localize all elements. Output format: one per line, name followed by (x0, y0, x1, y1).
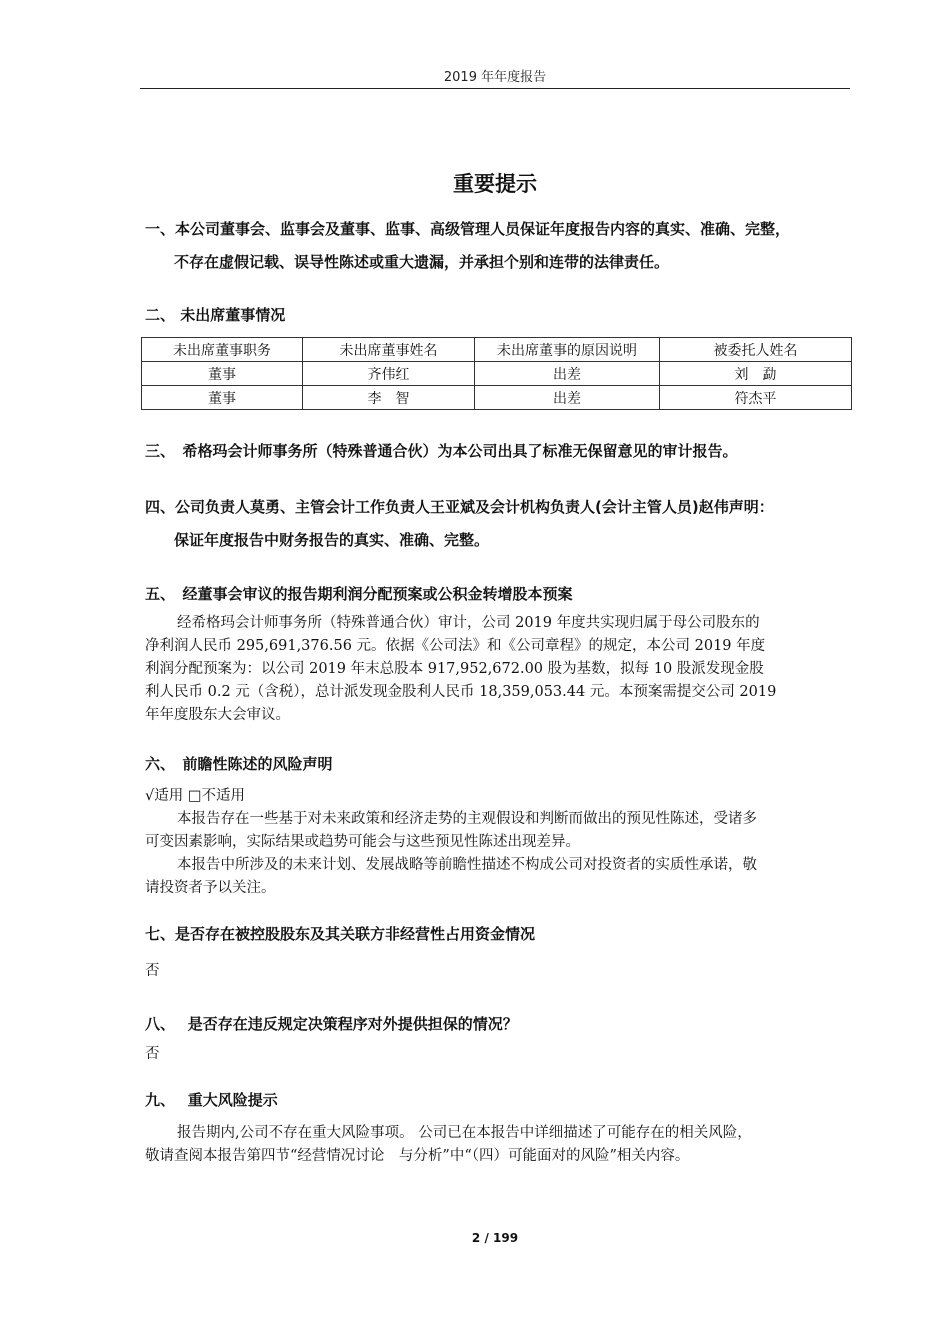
section-1-line-2: 不存在虚假记载、误导性陈述或重大遗漏，并承担个别和连带的法律责任。 (174, 253, 670, 271)
section-6-para-1-line: 可变因素影响，实际结果或趋势可能会与这些预见性陈述出现差异。 (145, 834, 580, 850)
section-7 (145, 920, 851, 983)
section-3-line: 三、 希格玛会计师事务所（特殊普通合伙）为本公司出具了标准无保留意见的审计报告。 (145, 442, 738, 460)
page-title: 重要提示 (453, 172, 537, 196)
table-header-cell: 未出席董事的原因说明 (475, 338, 660, 362)
section-5-line: 经希格玛会计师事务所（特殊普通合伙）审计，公司 2019 年度共实现归属于母公司股东的 (177, 615, 760, 631)
section-5-line: 利润分配预案为：以公司 2019 年末总股本 917,952,672.00 股为基数，拟每 10 股派发现金股 (145, 661, 764, 677)
section-2 (145, 301, 851, 329)
section-9-heading: 九、 重大风险提示 (145, 1091, 278, 1109)
table-header-cell: 未出席董事职务 (142, 338, 303, 362)
running-header: 2019 年年度报告 (443, 70, 547, 85)
section-4-line-2: 保证年度报告中财务报告的真实、准确、完整。 (174, 531, 490, 549)
table-cell: 齐伟红 (303, 362, 475, 386)
table-row (142, 362, 852, 386)
section-1-line-1: 一、本公司董事会、监事会及董事、监事、高级管理人员保证年度报告内容的真实、准确、完整， (145, 220, 791, 238)
section-5-line: 净利润人民币 295,691,376.56 元。依据《公司法》和《公司章程》的规定，本公司 2019 年度 (145, 638, 766, 654)
table-header-cell: 被委托人姓名 (660, 338, 852, 362)
table-cell: 符杰平 (660, 386, 852, 410)
section-3 (145, 437, 851, 465)
section-6-heading: 六、 前瞻性陈述的风险声明 (145, 755, 333, 773)
section-5-heading: 五、 经董事会审议的报告期利润分配预案或公积金转增股本预案 (145, 585, 573, 603)
table-cell: 董事 (142, 386, 303, 410)
section-9 (145, 1086, 851, 1168)
table-header-cell: 未出席董事姓名 (303, 338, 475, 362)
table-header-row (142, 338, 852, 362)
section-2-heading: 二、 未出席董事情况 (145, 306, 286, 324)
section-4-line-1: 四、公司负责人莫勇、主管会计工作负责人王亚斌及会计机构负责人(会计主管人员)赵伟声明： (145, 498, 774, 516)
page-number: 2 / 199 (471, 1231, 519, 1245)
section-7-heading: 七、是否存在被控股股东及其关联方非经营性占用资金情况 (145, 925, 536, 943)
section-6-para-2-line: 请投资者予以关注。 (145, 880, 276, 896)
section-5-body (145, 612, 851, 727)
section-5 (145, 580, 851, 727)
applicability-checkbox-line: √适用 □不适用 (145, 788, 246, 804)
absent-directors-table (141, 337, 852, 410)
section-5-line: 利人民币 0.2 元（含税），总计派发现金股利人民币 18,359,053.44 元。本预案需提交公司 2019 (145, 684, 777, 700)
table-cell: 出差 (475, 362, 660, 386)
table-cell: 出差 (475, 386, 660, 410)
table-row (142, 386, 852, 410)
section-9-line: 敬请查阅本报告第四节“经营情况讨论 与分析”中“（四）可能面对的风险”相关内容。 (145, 1148, 690, 1164)
table-cell: 李 智 (303, 386, 475, 410)
section-8-answer: 否 (145, 1046, 160, 1062)
section-8-heading: 八、 是否存在违反规定决策程序对外提供担保的情况？ (145, 1015, 518, 1033)
table-cell: 董事 (142, 362, 303, 386)
section-9-body (145, 1122, 851, 1168)
section-6-para-1-line: 本报告存在一些基于对未来政策和经济走势的主观假设和判断而做出的预见性陈述，受诸多 (177, 811, 757, 827)
header-rule (140, 88, 850, 89)
section-1 (145, 215, 851, 276)
section-6-body (145, 785, 851, 900)
section-6 (145, 750, 851, 900)
table-cell: 刘 勐 (660, 362, 852, 386)
section-6-para-2-line: 本报告中所涉及的未来计划、发展战略等前瞻性描述不构成公司对投资者的实质性承诺，敬 (177, 857, 757, 873)
section-9-line: 报告期内,公司不存在重大风险事项。 公司已在本报告中详细描述了可能存在的相关风险， (177, 1125, 752, 1141)
section-4 (145, 493, 851, 554)
section-8 (145, 1010, 851, 1066)
section-7-answer: 否 (145, 963, 160, 979)
section-5-line: 年年度股东大会审议。 (145, 707, 290, 723)
